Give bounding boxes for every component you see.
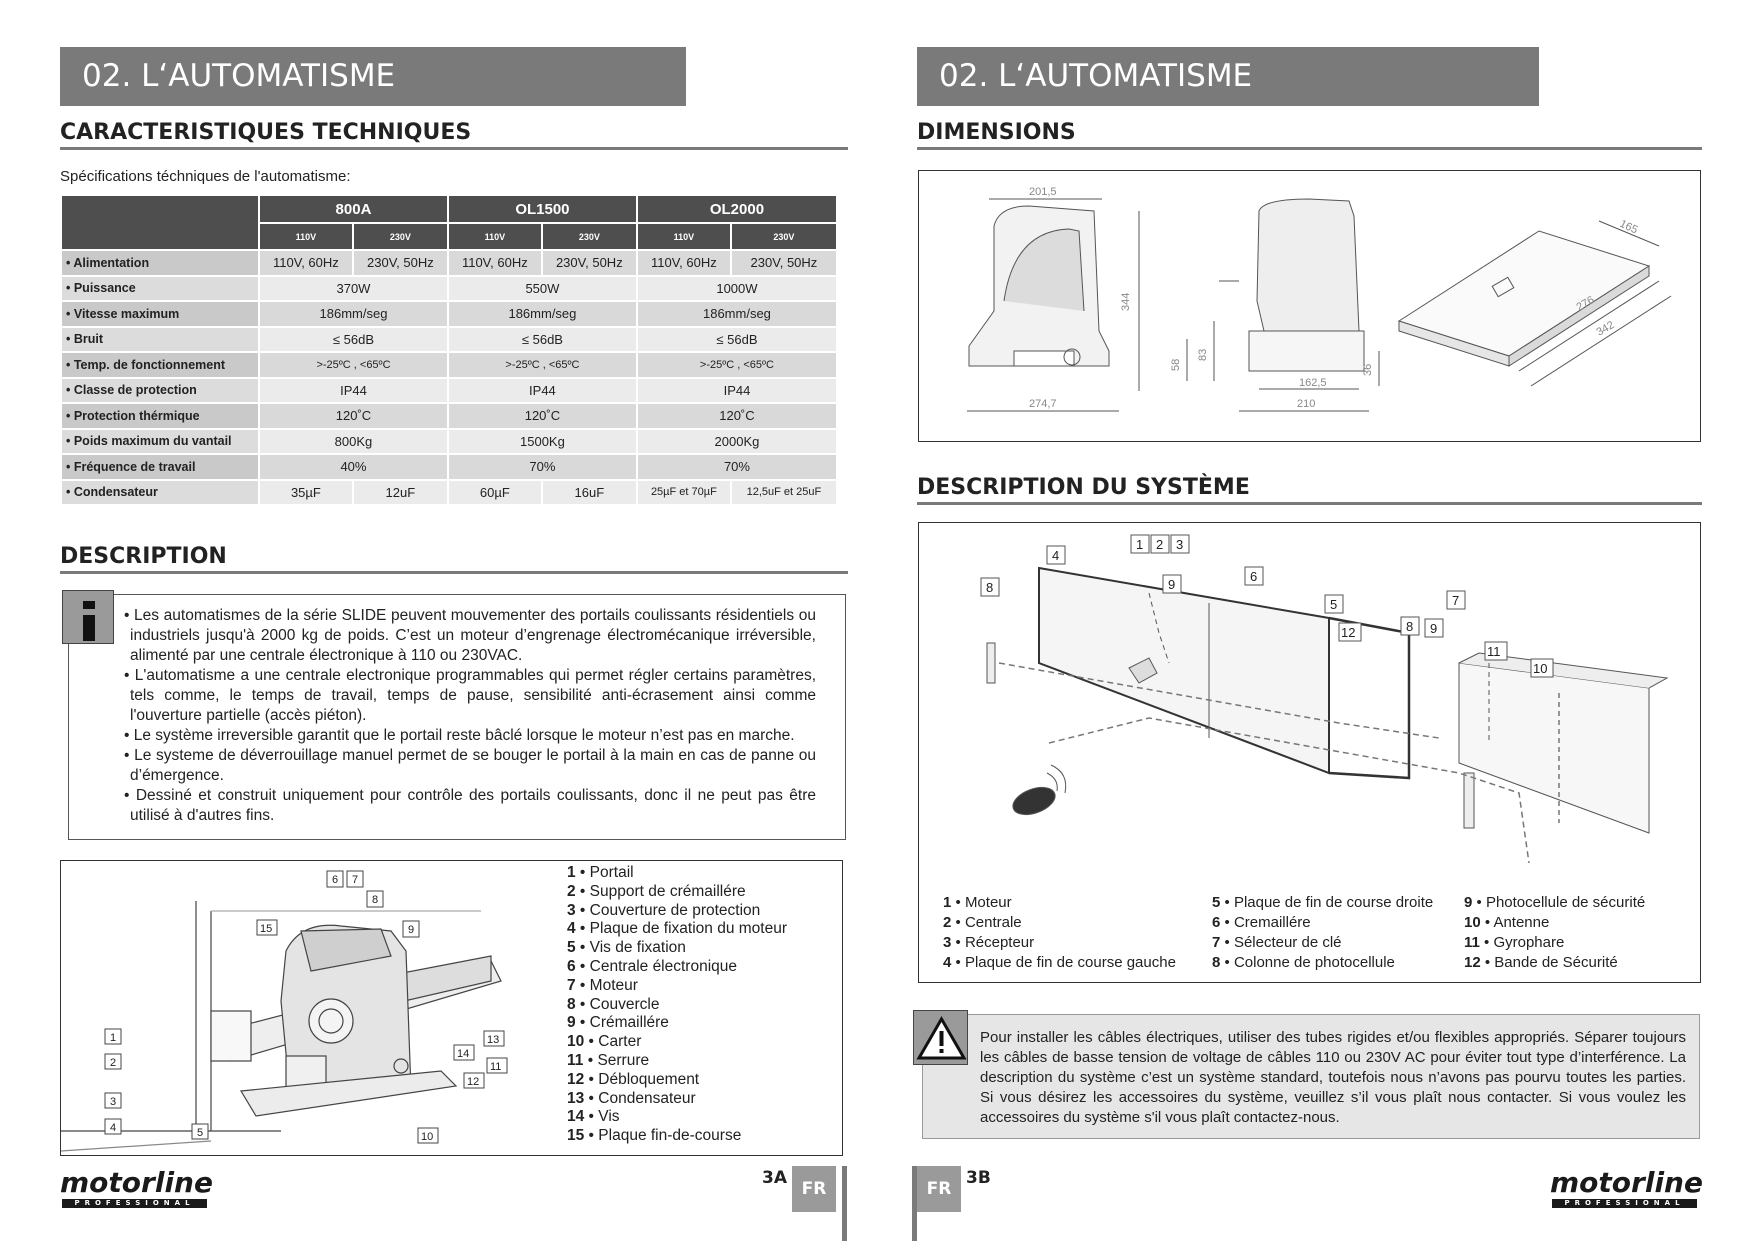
spec-corner <box>62 196 258 249</box>
dimensions-title: DIMENSIONS <box>917 120 1076 145</box>
chapter-title-left: 02. L‘AUTOMATISME <box>60 47 686 106</box>
system-title: DESCRIPTION DU SYSTÈME <box>917 475 1250 500</box>
voltage-header: 110V <box>449 224 541 249</box>
table-cell: 70% <box>638 455 836 479</box>
row-label: • Vitesse maximum <box>62 302 258 326</box>
system-callout: 10 <box>1533 661 1548 676</box>
voltage-header: 230V <box>543 224 636 249</box>
motor-callout: 4 <box>110 1122 117 1134</box>
table-cell: ≤ 56dB <box>260 328 447 352</box>
parts-list <box>567 864 787 1146</box>
dim-label: 342 <box>1594 319 1617 339</box>
table-cell: 25µF et 70µF <box>638 481 730 505</box>
dim-label: 83 <box>1197 348 1209 361</box>
motor-callout: 9 <box>408 924 415 936</box>
table-cell: 186mm/seg <box>638 302 836 326</box>
system-callout: 4 <box>1052 548 1060 563</box>
system-callout: 7 <box>1452 593 1460 608</box>
row-label: • Alimentation <box>62 251 258 275</box>
list-item: 1 • Moteur <box>943 894 1012 911</box>
description-paragraph: • Le systeme de déverrouillage manuel permet de se bouger le portail à la main en cas de panne ou d’émergence. <box>124 747 816 784</box>
table-row <box>62 277 836 301</box>
system-illustration <box>918 522 1701 878</box>
list-item: 11 • Gyrophare <box>1464 934 1565 951</box>
dim-label: 58 <box>1170 358 1182 371</box>
page-edge-bar <box>842 1166 847 1241</box>
table-cell: 110V, 60Hz <box>260 251 352 275</box>
table-cell: 35µF <box>260 481 352 505</box>
motor-illustration <box>60 860 554 1156</box>
list-item: 3 • Couverture de protection <box>567 901 761 919</box>
motor-callout: 2 <box>110 1057 117 1069</box>
motor-callout: 8 <box>372 894 379 906</box>
warning-text: Pour installer les câbles électriques, utiliser des tubes rigides et/ou flexibles appropriés. Séparer toujours les câbles de basse tension de voltage de câbles 110 ou 230V AC pour éviter tout type d’interférence. La description du système c’est un système standard, toutefois nous n’avons pas pourvu toutes les parties. Si vous désirez les accessoires du système, veuillez s’il vous plaît nous contacter. Si vous voulez les accessoires du système s'il vous plaît contactez-nous. <box>980 1029 1686 1126</box>
table-cell: >-25ºC , <65ºC <box>638 353 836 377</box>
motor-callout: 7 <box>352 874 359 886</box>
list-item: 4 • Plaque de fixation du moteur <box>567 920 787 938</box>
table-cell: 1000W <box>638 277 836 301</box>
dim-label: 276 <box>1574 294 1597 314</box>
table-row <box>62 379 836 403</box>
list-item: 11 • Serrure <box>567 1051 650 1069</box>
system-callout: 6 <box>1250 569 1258 584</box>
list-item: 9 • Crémaillére <box>567 1014 669 1032</box>
description-title: DESCRIPTION <box>60 544 227 569</box>
table-cell: 120˚C <box>638 404 836 428</box>
system-callout: 8 <box>1406 619 1414 634</box>
dim-label: 165 <box>1617 217 1640 237</box>
row-label: • Bruit <box>62 328 258 352</box>
model-header: OL1500 <box>449 196 636 222</box>
motor-callout: 10 <box>421 1131 434 1143</box>
row-label: • Classe de protection <box>62 379 258 403</box>
list-item: 8 • Colonne de photocellule <box>1212 954 1395 971</box>
system-callout: 2 <box>1156 537 1164 552</box>
page-number-right: 3B <box>966 1168 991 1188</box>
table-cell: 60µF <box>449 481 541 505</box>
list-item: 6 • Cremaillére <box>1212 914 1311 931</box>
table-cell: IP44 <box>260 379 447 403</box>
legend-column <box>1464 893 1645 973</box>
description-text <box>124 606 816 826</box>
table-cell: 120˚C <box>260 404 447 428</box>
legend-column <box>943 893 1176 973</box>
dim-label: 210 <box>1297 398 1316 410</box>
motor-callout: 5 <box>197 1127 204 1139</box>
description-paragraph: • Dessiné et construit uniquement pour contrôle des portails coulissants, donc il ne peut pas être utilisé à d'autres fins. <box>124 787 816 824</box>
table-cell: >-25ºC , <65ºC <box>260 353 447 377</box>
table-cell: >-25ºC , <65ºC <box>449 353 636 377</box>
table-cell: ≤ 56dB <box>449 328 636 352</box>
motor-callout: 1 <box>110 1032 117 1044</box>
legend-column <box>1212 893 1433 973</box>
table-cell: IP44 <box>449 379 636 403</box>
table-row <box>62 430 836 454</box>
list-item: 2 • Centrale <box>943 914 1022 931</box>
dim-label: 162,5 <box>1299 377 1327 389</box>
list-item: 15 • Plaque fin-de-course <box>567 1127 742 1145</box>
system-callout: 12 <box>1341 625 1356 640</box>
dim-label: 201,5 <box>1029 186 1057 198</box>
row-label: • Poids maximum du vantail <box>62 430 258 454</box>
list-item: 10 • Antenne <box>1464 914 1550 931</box>
brand-logo-sub: PROFESSIONAL <box>62 1199 207 1208</box>
description-paragraph: • Le système irreversible garantit que le portail reste bâclé lorsque le moteur n’est pas en marche. <box>124 727 795 744</box>
model-header: OL2000 <box>638 196 836 222</box>
list-item: 6 • Centrale électronique <box>567 957 738 975</box>
description-paragraph: • L'automatisme a une centrale electronique programmables qui permet régler certains paramètres, tels comme, le temps de travail, temps de pause, sensibilité anti-écrasement ainsi comme l'ouverture partielle (accès piéton). <box>124 667 816 724</box>
chapter-title-right: 02. L‘AUTOMATISME <box>917 47 1539 106</box>
motor-callout: 6 <box>332 874 339 886</box>
motor-callout: 14 <box>457 1048 470 1060</box>
system-callout: 9 <box>1168 577 1176 592</box>
table-cell: 230V, 50Hz <box>732 251 836 275</box>
row-label: • Fréquence de travail <box>62 455 258 479</box>
table-cell: 800Kg <box>260 430 447 454</box>
system-callout: 5 <box>1330 597 1338 612</box>
list-item: 1 • Portail <box>567 864 634 881</box>
row-label: • Condensateur <box>62 481 258 505</box>
list-item: 13 • Condensateur <box>567 1089 696 1107</box>
list-item: 4 • Plaque de fin de course gauche <box>943 954 1176 971</box>
dim-label: 36 <box>1362 363 1374 376</box>
list-item: 14 • Vis <box>567 1108 620 1126</box>
table-cell: 12uF <box>354 481 447 505</box>
list-item: 12 • Débloquement <box>567 1070 700 1088</box>
specs-intro: Spécifications téchniques de l'automatisme: <box>60 168 351 185</box>
table-row <box>62 481 836 505</box>
brand-logo-sub: PROFESSIONAL <box>1552 1199 1697 1208</box>
row-label: • Puissance <box>62 277 258 301</box>
system-callout: 8 <box>986 580 994 595</box>
brand-logo-right: motorline <box>1550 1166 1703 1199</box>
table-cell: 230V, 50Hz <box>543 251 636 275</box>
row-label: • Protection thérmique <box>62 404 258 428</box>
system-callout: 1 <box>1136 537 1144 552</box>
table-cell: 12,5uF et 25uF <box>732 481 836 505</box>
table-cell: 70% <box>449 455 636 479</box>
section-rule <box>917 502 1702 505</box>
specs-title: CARACTERISTIQUES TECHNIQUES <box>60 120 472 145</box>
table-cell: 120˚C <box>449 404 636 428</box>
list-item: 9 • Photocellule de sécurité <box>1464 894 1646 911</box>
table-cell: 110V, 60Hz <box>638 251 730 275</box>
table-cell: 186mm/seg <box>260 302 447 326</box>
motor-callout: 3 <box>110 1096 117 1108</box>
section-rule <box>60 571 848 574</box>
page-number-left: 3A <box>762 1168 787 1188</box>
table-cell: 370W <box>260 277 447 301</box>
motor-callout: 12 <box>467 1076 480 1088</box>
section-rule <box>917 147 1702 150</box>
list-item: 7 • Sélecteur de clé <box>1212 934 1342 951</box>
language-tab-right: FR <box>917 1166 961 1212</box>
table-cell: 2000Kg <box>638 430 836 454</box>
brand-logo-left: motorline <box>60 1166 213 1199</box>
row-label: • Temp. de fonctionnement <box>62 353 258 377</box>
system-callout: 3 <box>1176 537 1184 552</box>
info-icon <box>62 590 114 644</box>
system-callout: 9 <box>1430 621 1438 636</box>
system-callout: 11 <box>1487 644 1501 659</box>
table-cell: 1500Kg <box>449 430 636 454</box>
table-cell: ≤ 56dB <box>638 328 836 352</box>
table-row <box>62 404 836 428</box>
motor-callout: 13 <box>487 1034 500 1046</box>
list-item: 5 • Plaque de fin de course droite <box>1212 894 1434 911</box>
table-cell: 186mm/seg <box>449 302 636 326</box>
motor-callout: 15 <box>260 923 273 935</box>
spec-table <box>60 194 838 506</box>
voltage-header: 230V <box>354 224 447 249</box>
list-item: 10 • Carter <box>567 1033 642 1051</box>
table-cell: 230V, 50Hz <box>354 251 447 275</box>
table-row <box>62 455 836 479</box>
dimensions-drawing <box>918 170 1701 442</box>
table-row <box>62 328 836 352</box>
list-item: 3 • Récepteur <box>943 934 1035 951</box>
language-tab-left: FR <box>792 1166 836 1212</box>
list-item: 12 • Bande de Sécurité <box>1464 954 1618 971</box>
dim-label: 344 <box>1120 292 1132 311</box>
description-paragraph: • Les automatismes de la série SLIDE peuvent mouvementer des portails coulissants résidentiels ou industriels jusqu'à 2000 kg de poids. C’est un moteur d’engrenage électromécanique irréversible, alimenté par une centrale électronique à 110 ou 230VAC. <box>124 607 816 664</box>
table-cell: IP44 <box>638 379 836 403</box>
section-rule <box>60 147 848 150</box>
table-cell: 40% <box>260 455 447 479</box>
dim-label: 274,7 <box>1029 398 1057 410</box>
table-row <box>62 302 836 326</box>
table-cell: 550W <box>449 277 636 301</box>
voltage-header: 230V <box>732 224 836 249</box>
table-row <box>62 353 836 377</box>
list-item: 7 • Moteur <box>567 976 638 994</box>
table-cell: 16uF <box>543 481 636 505</box>
list-item: 2 • Support de crémaillére <box>567 882 746 900</box>
voltage-header: 110V <box>260 224 352 249</box>
model-header: 800A <box>260 196 447 222</box>
table-cell: 110V, 60Hz <box>449 251 541 275</box>
motor-callout: 11 <box>490 1061 502 1073</box>
warning-icon <box>913 1010 968 1065</box>
voltage-header: 110V <box>638 224 730 249</box>
list-item: 5 • Vis de fixation <box>567 939 686 957</box>
table-row <box>62 251 836 275</box>
list-item: 8 • Couvercle <box>567 995 660 1013</box>
